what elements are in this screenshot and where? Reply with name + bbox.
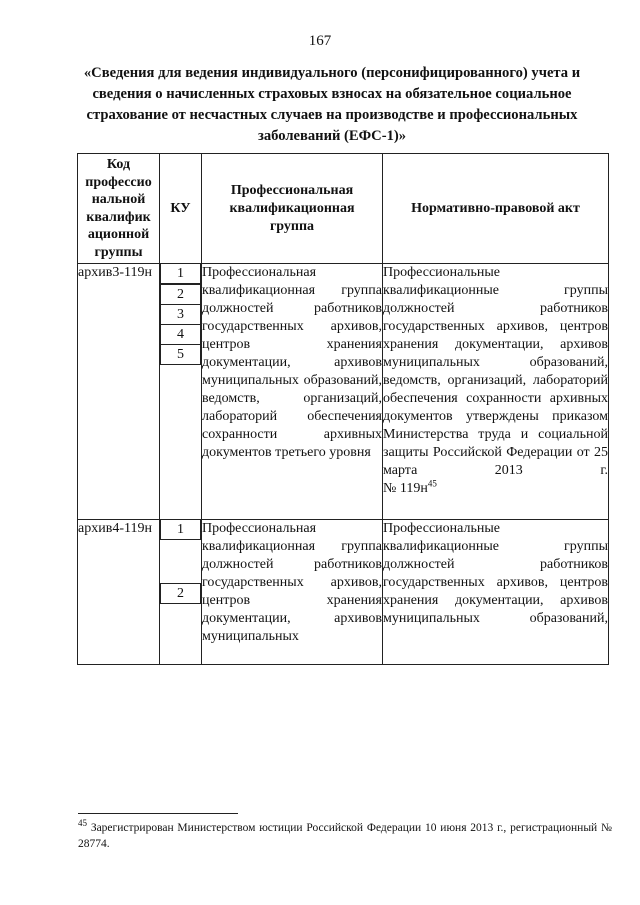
- header-code: Код профессио нальной квалифик ационной группы: [78, 154, 160, 264]
- classification-table: [77, 153, 609, 665]
- header-group: Профессиональная квалификационная группа: [202, 154, 383, 264]
- footnote-divider: [78, 813, 238, 814]
- footnote: [78, 820, 612, 852]
- ku-box: 5: [160, 345, 201, 365]
- page-number: 167: [308, 33, 332, 49]
- header-act: Нормативно-правовой акт: [383, 154, 609, 264]
- ku-cell: [160, 520, 202, 665]
- ku-box: 1: [160, 264, 201, 284]
- ku-box: 4: [160, 325, 201, 345]
- ku-box: 2: [160, 284, 201, 305]
- ku-box: 3: [160, 305, 201, 325]
- ku-cell: [160, 264, 202, 520]
- row-group: Профессиональная квалификационная группа должностей работников государственных архивов, центров хранения документации, архивов муниципальных образований, ведомств, организаций, лабораторий обеспечения сохранности архивных документов третьего уровня: [202, 264, 383, 520]
- footnote-marker: 45: [78, 818, 87, 829]
- row-group: Профессиональная квалификационная группа должностей работников государственных архивов, центров хранения документации, архивов муниципальных: [202, 520, 383, 665]
- footnote-text: Зарегистрирован Министерством юстиции Российской Федерации 10 июня 2013 г., регистрационный № 28774.: [78, 822, 612, 850]
- row-code: архив4-119н: [78, 520, 160, 665]
- table-row: [78, 520, 609, 665]
- act-text: Профессиональные квалификационные группы должностей работников государственных архивов, центров хранения документации, архивов муниципальных образований, ведомств, организаций, лабораторий обеспечения сохранности архивных документов утверждены приказом Министерства труда и социальной защиты Российской Федерации от 25 марта 2013 г.: [383, 265, 608, 478]
- row-act: Профессиональные квалификационные группы должностей работников государственных архивов, центров хранения документации, архивов муниципальных образований,: [383, 520, 609, 665]
- act-number: № 119н: [383, 481, 428, 496]
- table-header-row: [78, 154, 609, 264]
- row-act: [383, 264, 609, 520]
- row-code: архив3-119н: [78, 264, 160, 520]
- document-title: «Сведения для ведения индивидуального (персонифицированного) учета и сведения о начисленных страховых взносах на обязательное социальное страхование от несчастных случаев на производстве и профессиональных заболеваний (ЕФС-1)»: [83, 65, 581, 144]
- table-row: [78, 264, 609, 520]
- header-ku: КУ: [160, 154, 202, 264]
- act-last-line: [383, 480, 608, 498]
- footnote-reference: 45: [427, 478, 437, 489]
- ku-box: 1: [160, 520, 201, 540]
- ku-box: 2: [160, 583, 201, 604]
